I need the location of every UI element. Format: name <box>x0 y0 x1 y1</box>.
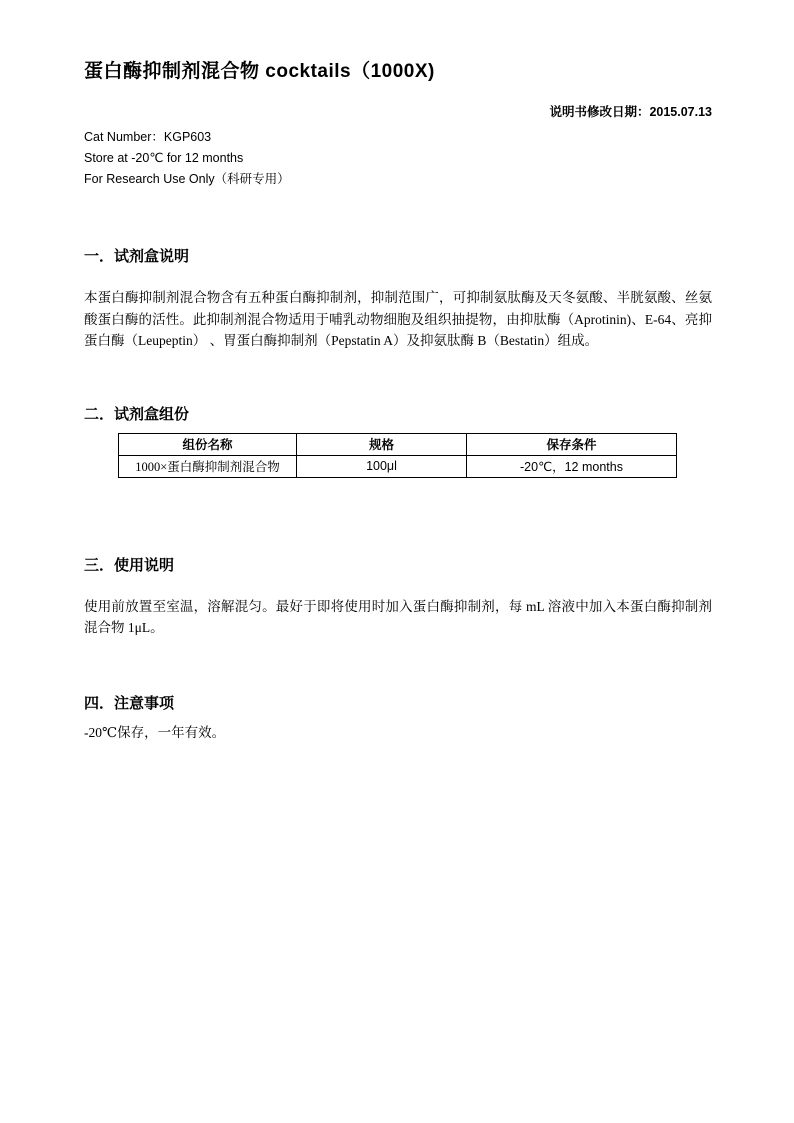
section-precautions <box>84 694 712 744</box>
product-meta <box>84 127 712 190</box>
section-1-body: 本蛋白酶抑制剂混合物含有五种蛋白酶抑制剂，抑制范围广，可抑制氨肽酶及天冬氨酸、半胱氨酸、丝氨酸蛋白酶的活性。此抑制剂混合物适用于哺乳动物细胞及组织抽提物，由抑肽酶（Aprotinin)、E-64、亮抑蛋白酶（Leupeptin） 、胃蛋白酶抑制剂（Pepstatin A）及抑氨肽酶 B（Bestatin）组成。 <box>84 290 712 348</box>
section-usage-instructions <box>84 556 712 639</box>
revision-date: 说明书修改日期：2015.07.13 <box>549 105 712 119</box>
cell-storage: -20℃，12 months <box>467 455 677 477</box>
storage-note: Store at -20℃ for 12 months <box>84 151 244 165</box>
table-row <box>119 455 677 477</box>
cell-component-name: 1000×蛋白酶抑制剂混合物 <box>119 455 297 477</box>
components-table <box>118 433 677 478</box>
column-header-component-name: 组份名称 <box>119 433 297 455</box>
table-header-row <box>119 433 677 455</box>
cell-spec: 100μl <box>297 455 467 477</box>
column-header-spec: 规格 <box>297 433 467 455</box>
section-4-heading: 四．注意事项 <box>84 694 175 712</box>
section-kit-components <box>84 405 712 478</box>
section-3-body: 使用前放置至室温，溶解混匀。最好于即将使用时加入蛋白酶抑制剂，每 mL 溶液中加入本蛋白酶抑制剂混合物 1μL。 <box>84 598 712 635</box>
section-2-heading: 二．试剂盒组份 <box>84 405 190 423</box>
cat-number: Cat Number：KGP603 <box>84 130 212 144</box>
section-3-heading: 三．使用说明 <box>84 556 175 574</box>
document-title: 蛋白酶抑制剂混合物 cocktails（1000X) <box>84 61 435 82</box>
column-header-storage: 保存条件 <box>467 433 677 455</box>
research-use-note: For Research Use Only（科研专用） <box>84 172 290 186</box>
section-kit-description <box>84 247 712 352</box>
section-1-heading: 一．试剂盒说明 <box>84 248 190 265</box>
section-4-body: -20℃保存，一年有效。 <box>84 724 226 740</box>
